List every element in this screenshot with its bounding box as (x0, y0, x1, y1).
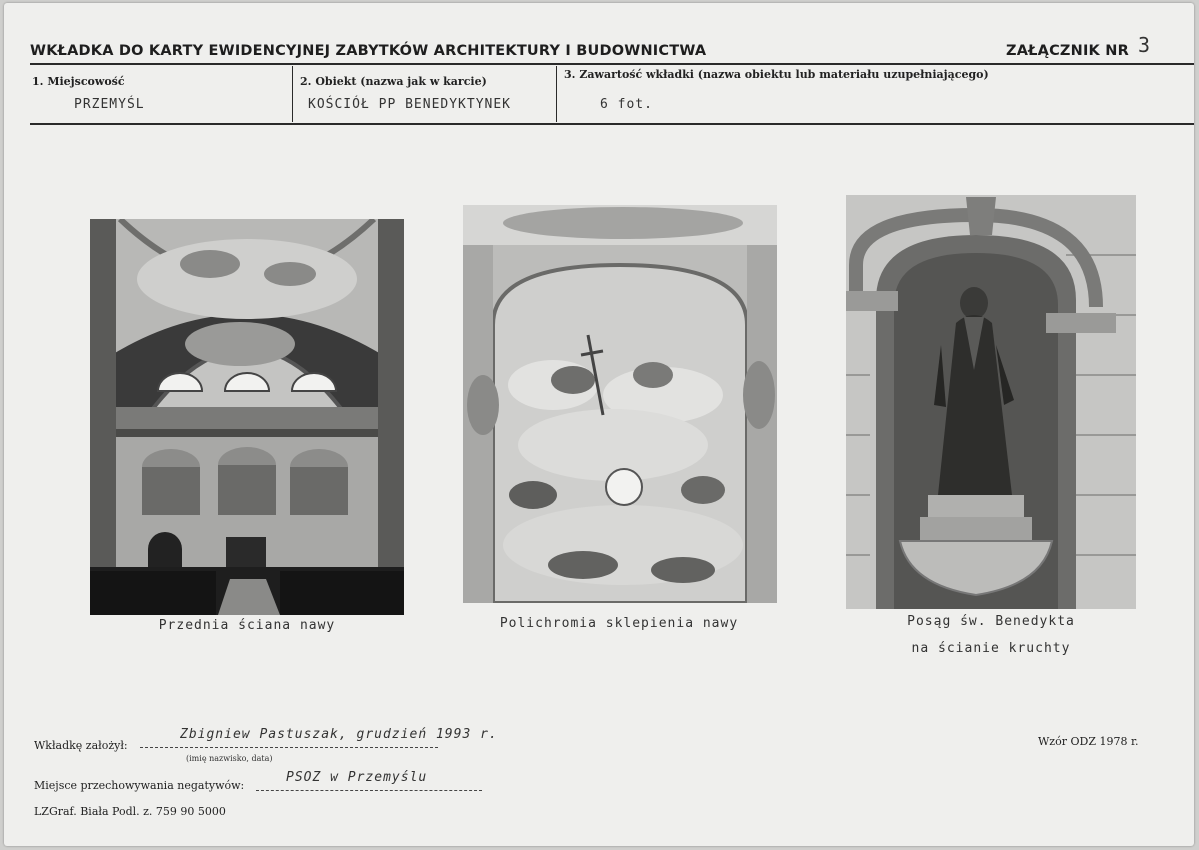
inventory-card-insert (4, 3, 1194, 846)
place-value: PRZEMYŚL (74, 97, 145, 112)
storage-value: PSOZ w Przemyślu (286, 770, 428, 785)
caption-photo-3-line-2: na ścianie kruchty (911, 641, 1071, 656)
object-value: KOŚCIÓŁ PP BENEDYKTYNEK (308, 97, 512, 112)
author-label: Wkładkę założył: (34, 739, 128, 752)
storage-line (256, 790, 482, 791)
field-divider-1 (292, 66, 293, 122)
field-divider-2 (556, 66, 557, 122)
author-hint: (imię nazwisko, data) (186, 754, 273, 763)
object-label: 2. Obiekt (nazwa jak w karcie) (300, 75, 487, 88)
contents-value: 6 fot. (600, 97, 653, 112)
caption-photo-2: Polichromia sklepienia nawy (499, 616, 739, 631)
form-model: Wzór ODZ 1978 r. (1038, 735, 1139, 748)
fields-rule (30, 123, 1194, 125)
photo-statue-st-benedict (846, 195, 1136, 609)
attachment-label: ZAŁĄCZNIK NR (1006, 43, 1129, 59)
attachment-number: 3 (1138, 33, 1152, 57)
place-label: 1. Miejscowość (32, 75, 125, 88)
author-value: Zbigniew Pastuszak, grudzień 1993 r. (180, 727, 498, 742)
caption-photo-3-line-1: Posąg św. Benedykta (907, 614, 1075, 629)
author-line (140, 747, 438, 748)
header-rule (30, 63, 1194, 65)
contents-label: 3. Zawartość wkładki (nazwa obiektu lub materiału uzupełniającego) (564, 68, 989, 81)
photo-vault-polychromy (463, 205, 777, 603)
photo-nave-front-wall (90, 219, 404, 615)
storage-label: Miejsce przechowywania negatywów: (34, 779, 245, 792)
printer-imprint: LZGraf. Biała Podl. z. 759 90 5000 (34, 805, 226, 818)
caption-photo-1: Przednia ściana nawy (158, 618, 336, 633)
form-title: WKŁADKA DO KARTY EWIDENCYJNEJ ZABYTKÓW ARCHITEKTURY I BUDOWNICTWA (30, 43, 707, 59)
